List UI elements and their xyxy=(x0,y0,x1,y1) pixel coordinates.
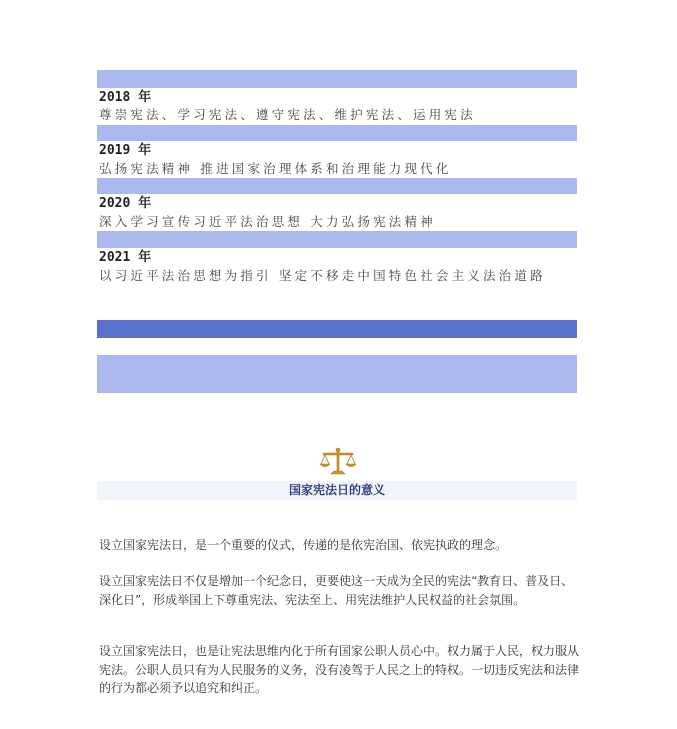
year-2021: 2021 年 xyxy=(99,250,152,265)
band-bottom xyxy=(97,355,577,393)
band-dark xyxy=(97,320,577,338)
theme-2018: 尊崇宪法、学习宪法、遵守宪法、维护宪法、运用宪法 xyxy=(99,107,476,122)
year-2019: 2019 年 xyxy=(99,143,152,158)
year-2018: 2018 年 xyxy=(99,90,152,105)
band-2019 xyxy=(97,125,577,141)
band-2021 xyxy=(97,231,577,248)
scales-of-justice-icon xyxy=(318,447,358,477)
band-2020 xyxy=(97,178,577,194)
band-top xyxy=(97,70,577,88)
paragraph-2: 设立国家宪法日不仅是增加一个纪念日，更要使这一天成为全民的宪法“教育日、普及日、深化日”，形成举国上下尊重宪法、宪法至上、用宪法维护人民权益的社会氛围。 xyxy=(99,574,574,607)
paragraph-3: 设立国家宪法日，也是让宪法思维内化于所有国家公职人员心中。权力属于人民，权力服从宪法。公职人员只有为人民服务的义务，没有凌驾于人民之上的特权。一切违反宪法和法律的行为都必须予以追究和纠正。 xyxy=(99,644,580,695)
theme-2021: 以习近平法治思想为指引 坚定不移走中国特色社会主义法治道路 xyxy=(99,268,546,283)
year-2020: 2020 年 xyxy=(99,196,152,211)
theme-2019: 弘扬宪法精神 推进国家治理体系和治理能力现代化 xyxy=(99,161,452,176)
section-title: 国家宪法日的意义 xyxy=(288,483,385,497)
paragraph-1: 设立国家宪法日，是一个重要的仪式，传递的是依宪治国、依宪执政的理念。 xyxy=(99,538,508,552)
theme-2020: 深入学习宣传习近平法治思想 大力弘扬宪法精神 xyxy=(99,214,436,229)
